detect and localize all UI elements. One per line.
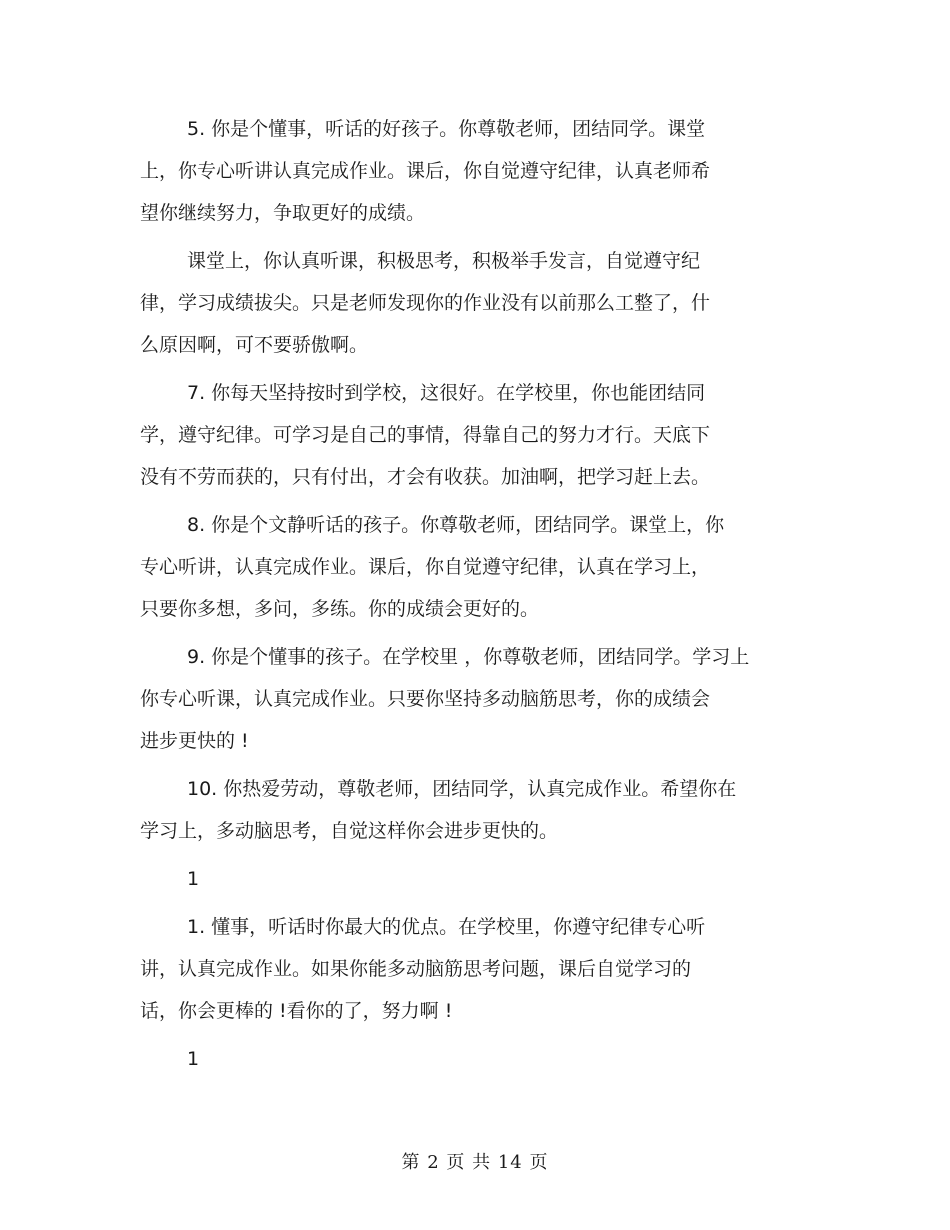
text-line: 学，遵守纪律。可学习是自己的事情，得靠自己的努力才行。天底下: [140, 424, 711, 446]
text-line: 1. 懂事，听话时你最大的优点。在学校里，你遵守纪律专心听: [187, 916, 706, 938]
document-body: [140, 108, 790, 1086]
text-line: 上，你专心听讲认真完成作业。课后，你自觉遵守纪律，认真老师希: [140, 160, 711, 182]
text-line: 8. 你是个文静听话的孩子。你尊敬老师，团结同学。课堂上，你: [187, 514, 725, 536]
text-line: 只要你多想，多问，多练。你的成绩会更好的。: [140, 598, 540, 620]
text-line: 1: [187, 1048, 200, 1070]
text-line: 话，你会更棒的 !看你的了，努力啊 !: [140, 1000, 453, 1022]
page-footer: 第 2 页 共 14 页: [401, 1152, 549, 1173]
comment-paragraph-10: [140, 768, 790, 852]
text-line: 1: [187, 868, 200, 890]
text-line: 没有不劳而获的，只有付出，才会有收获。加油啊，把学习赶上去。: [140, 466, 711, 488]
text-line: 9. 你是个懂事的孩子。在学校里 ，你尊敬老师，团结同学。学习上: [187, 646, 750, 668]
text-line: 进步更快的 !: [140, 730, 249, 752]
comment-paragraph-9: [140, 636, 790, 762]
text-line: 专心听讲，认真完成作业。课后，你自觉遵守纪律，认真在学习上，: [140, 556, 711, 578]
text-line: 10. 你热爱劳动，尊敬老师，团结同学，认真完成作业。希望你在: [187, 778, 737, 800]
text-line: 7. 你每天坚持按时到学校，这很好。在学校里，你也能团结同: [187, 382, 706, 404]
text-line: 律，学习成绩拔尖。只是老师发现你的作业没有以前那么工整了，什: [140, 292, 711, 314]
comment-paragraph-8: [140, 504, 790, 630]
text-line: 么原因啊，可不要骄傲啊。: [140, 334, 369, 356]
comment-paragraph-1: [140, 906, 790, 1032]
section-number: [140, 858, 790, 900]
text-line: 望你继续努力，争取更好的成绩。: [140, 202, 426, 224]
comment-paragraph-6: [140, 240, 790, 366]
comment-paragraph-5: [140, 108, 790, 234]
text-line: 5. 你是个懂事，听话的好孩子。你尊敬老师，团结同学。课堂: [187, 118, 706, 140]
text-line: 学习上，多动脑思考，自觉这样你会进步更快的。: [140, 820, 559, 842]
text-line: 课堂上，你认真听课，积极思考，积极举手发言，自觉遵守纪: [187, 250, 701, 272]
text-line: 你专心听课，认真完成作业。只要你坚持多动脑筋思考，你的成绩会: [140, 688, 711, 710]
comment-paragraph-7: [140, 372, 790, 498]
section-number: [140, 1038, 790, 1080]
text-line: 讲，认真完成作业。如果你能多动脑筋思考问题，课后自觉学习的: [140, 958, 692, 980]
